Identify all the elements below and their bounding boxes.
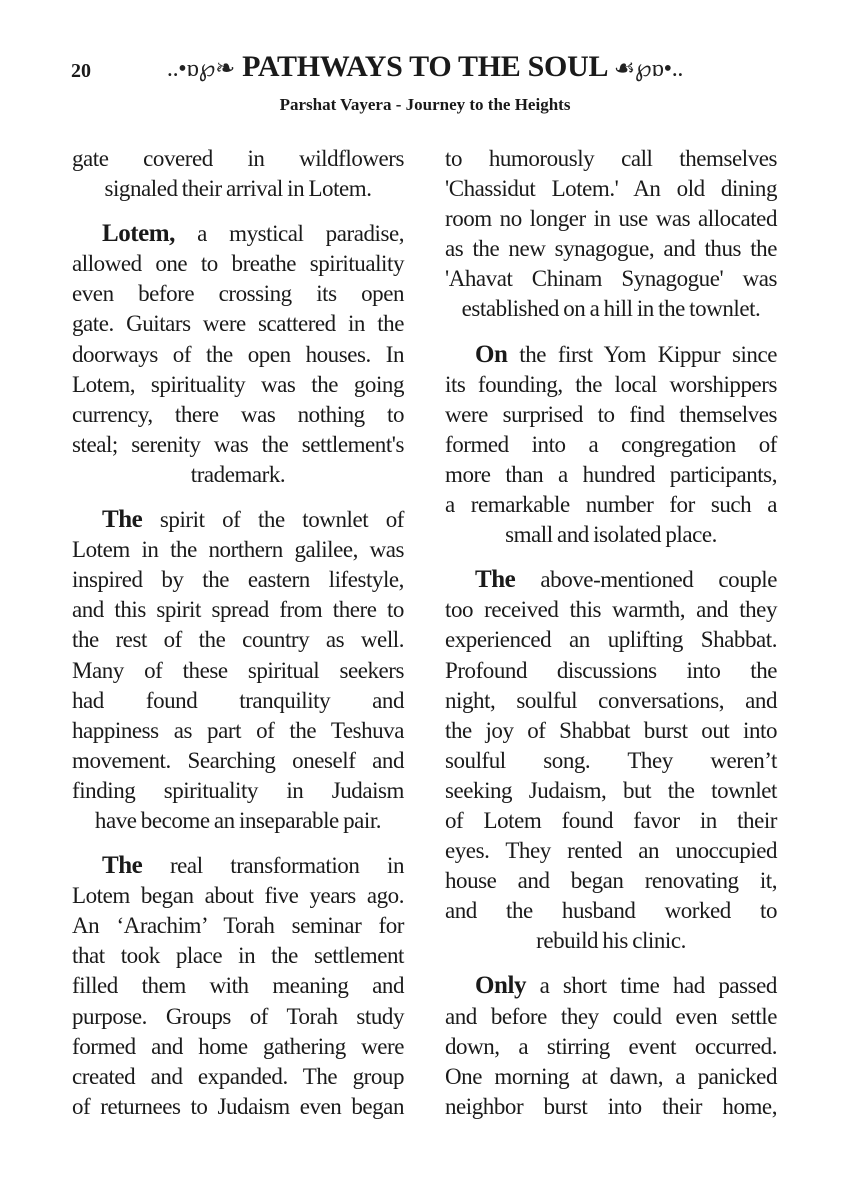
line-text: Lotem, spirituality was the going	[72, 371, 404, 397]
text-line	[72, 806, 404, 836]
line-text: signaled their arrival in Lotem.	[104, 176, 372, 202]
text-line	[445, 1002, 777, 1032]
running-header	[130, 50, 720, 84]
paragraph	[72, 505, 404, 836]
line-text: real transformation in	[142, 853, 404, 879]
line-text: a mystical paradise,	[174, 221, 404, 247]
line-text: above-mentioned couple	[515, 567, 777, 593]
text-line	[72, 505, 404, 535]
line-text: have become an inseparable pair.	[94, 807, 382, 833]
text-line	[72, 1062, 404, 1092]
text-line	[445, 686, 777, 716]
line-text: as the new synagogue, and thus the	[445, 236, 777, 262]
text-line	[72, 625, 404, 655]
line-text: even before crossing its open	[72, 281, 404, 307]
line-text: Lotem began about five years ago.	[72, 883, 404, 909]
line-text: seeking Judaism, but the townlet	[445, 777, 777, 803]
text-line	[445, 625, 777, 655]
chapter-subtitle: Parshat Vayera - Journey to the Heights	[279, 95, 571, 114]
paragraph-lead-word: The	[102, 506, 143, 534]
line-text: soulful song. They weren’t	[445, 747, 777, 773]
paragraph	[445, 144, 777, 325]
line-text: Profound discussions into the	[445, 657, 777, 683]
text-line	[72, 340, 404, 370]
paragraph	[72, 144, 404, 204]
line-text: gate. Guitars were scattered in the	[72, 311, 404, 337]
line-text: formed into a congregation of	[445, 431, 777, 457]
line-text: its founding, the local worshippers	[445, 371, 777, 397]
line-text: established on a hill in the townlet.	[461, 296, 761, 322]
line-text: gate covered in wildflowers	[72, 146, 404, 171]
text-line	[445, 400, 777, 430]
text-line	[445, 174, 777, 204]
text-line	[445, 490, 777, 520]
text-line	[72, 595, 404, 625]
line-text: house and began renovating it,	[445, 868, 777, 894]
line-text: filled them with meaning and	[72, 973, 404, 999]
line-text: formed and home gathering were	[72, 1033, 404, 1059]
line-text: of Lotem found favor in their	[445, 807, 777, 833]
text-line	[72, 1092, 404, 1122]
text-line	[445, 565, 777, 595]
text-line	[445, 1062, 777, 1092]
page-number: 20	[71, 60, 91, 82]
line-text: purpose. Groups of Torah study	[72, 1003, 404, 1029]
text-line	[445, 896, 777, 926]
line-text: night, soulful conversations, and	[445, 687, 777, 713]
line-text: a short time had passed	[526, 973, 777, 999]
text-line	[72, 249, 404, 279]
text-line	[445, 776, 777, 806]
text-line	[445, 926, 777, 956]
line-text: and this spirit spread from there to	[72, 597, 404, 623]
line-text: One morning at dawn, a panicked	[445, 1063, 777, 1089]
line-text: steal; serenity was the settlement's	[72, 431, 404, 457]
text-line	[72, 686, 404, 716]
line-text: and before they could even settle	[445, 1003, 777, 1029]
line-text: were surprised to find themselves	[445, 401, 777, 427]
line-text: Many of these spiritual seekers	[72, 657, 404, 683]
line-text: and the husband worked to	[445, 898, 777, 924]
paragraph	[72, 851, 404, 1122]
text-line	[72, 144, 404, 174]
text-line	[445, 1032, 777, 1062]
text-line	[72, 219, 404, 249]
line-text: down, a stirring event occurred.	[445, 1033, 777, 1059]
text-line	[72, 565, 404, 595]
line-text: rebuild his clinic.	[536, 928, 686, 954]
text-line	[445, 430, 777, 460]
text-line	[72, 279, 404, 309]
line-text: movement. Searching oneself and	[72, 747, 404, 773]
line-text: currency, there was nothing to	[72, 401, 404, 427]
text-line	[72, 174, 404, 204]
line-text: eyes. They rented an unoccupied	[445, 838, 777, 864]
text-line	[72, 941, 404, 971]
line-text: finding spirituality in Judaism	[72, 777, 404, 803]
paragraph-lead-word: Only	[475, 972, 526, 1000]
paragraph-lead-word: On	[475, 340, 508, 368]
book-title: PATHWAYS TO THE SOUL	[242, 50, 607, 83]
line-text: to humorously call themselves	[445, 146, 777, 171]
line-text: too received this warmth, and they	[445, 597, 777, 623]
text-line	[445, 144, 777, 174]
text-line	[72, 400, 404, 430]
text-line	[445, 836, 777, 866]
line-text: room no longer in use was allocated	[445, 206, 777, 232]
line-text: happiness as part of the Teshuva	[72, 717, 404, 743]
text-line	[445, 971, 777, 1001]
text-line	[445, 806, 777, 836]
line-text: neighbor burst into their home,	[445, 1093, 777, 1119]
line-text: experienced an uplifting Shabbat.	[445, 627, 777, 653]
text-line	[72, 716, 404, 746]
text-line	[445, 595, 777, 625]
line-text: that took place in the settlement	[72, 943, 404, 969]
text-line	[445, 1092, 777, 1122]
text-line	[72, 309, 404, 339]
line-text: a remarkable number for such a	[445, 492, 777, 518]
text-line	[445, 460, 777, 490]
line-text: trademark.	[190, 461, 286, 487]
ornament-right-icon: ☙℘ɒ•..	[613, 56, 684, 82]
line-text: the first Yom Kippur since	[507, 341, 777, 367]
text-line	[445, 264, 777, 294]
paragraph	[445, 565, 777, 956]
text-line	[445, 204, 777, 234]
line-text: of returnees to Judaism even began	[72, 1093, 404, 1119]
text-line	[72, 370, 404, 400]
text-line	[445, 866, 777, 896]
paragraph	[72, 219, 404, 490]
line-text: doorways of the open houses. In	[72, 341, 404, 367]
text-line	[445, 746, 777, 776]
text-line	[445, 716, 777, 746]
text-column-left	[72, 144, 404, 1137]
paragraph-lead-word: The	[475, 566, 516, 594]
paragraph-lead-word: Lotem,	[102, 220, 175, 248]
text-line	[72, 1002, 404, 1032]
paragraph	[445, 971, 777, 1121]
text-line	[445, 370, 777, 400]
line-text: created and expanded. The group	[72, 1063, 404, 1089]
line-text: Lotem in the northern galilee, was	[72, 537, 404, 563]
line-text: inspired by the eastern lifestyle,	[72, 567, 404, 593]
text-line	[72, 746, 404, 776]
line-text: spirit of the townlet of	[142, 507, 404, 533]
line-text: the rest of the country as well.	[72, 627, 404, 653]
line-text: had found tranquility and	[72, 687, 404, 713]
text-line	[72, 535, 404, 565]
line-text: 'Ahavat Chinam Synagogue' was	[445, 266, 777, 292]
paragraph-lead-word: The	[102, 852, 143, 880]
text-line	[72, 430, 404, 460]
text-line	[72, 971, 404, 1001]
text-line	[445, 234, 777, 264]
text-line	[72, 460, 404, 490]
text-line	[445, 340, 777, 370]
line-text: more than a hundred participants,	[445, 461, 777, 487]
line-text: the joy of Shabbat burst out into	[445, 717, 777, 743]
text-line	[72, 776, 404, 806]
text-line	[72, 851, 404, 881]
line-text: An ‘Arachim’ Torah seminar for	[72, 913, 404, 939]
text-line	[72, 656, 404, 686]
text-column-right	[445, 144, 777, 1137]
line-text: allowed one to breathe spirituality	[72, 251, 404, 277]
text-line	[445, 294, 777, 324]
ornament-left-icon: ..•ɒ℘❧	[166, 56, 235, 82]
text-line	[445, 656, 777, 686]
text-line	[72, 881, 404, 911]
text-line	[445, 520, 777, 550]
text-line	[72, 911, 404, 941]
line-text: 'Chassidut Lotem.' An old dining	[445, 176, 777, 202]
paragraph	[445, 340, 777, 551]
line-text: small and isolated place.	[505, 522, 717, 548]
text-line	[72, 1032, 404, 1062]
